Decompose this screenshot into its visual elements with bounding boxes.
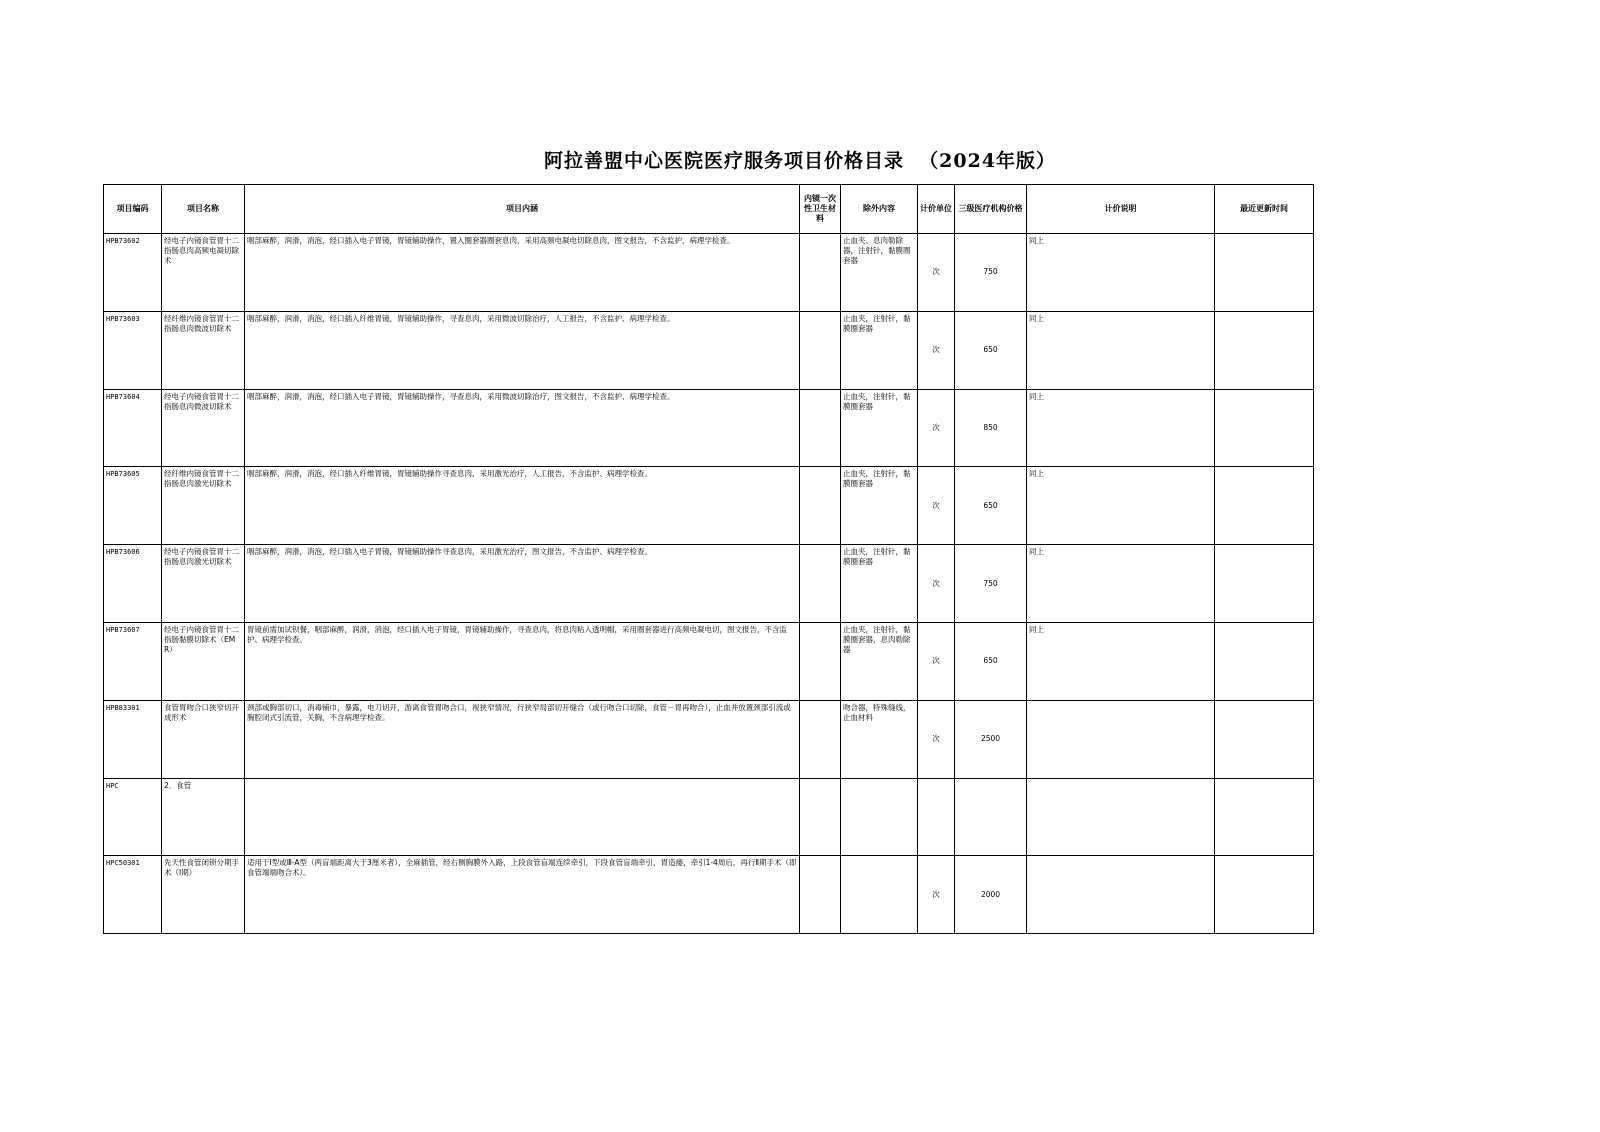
cell-note: 同上	[1027, 311, 1215, 389]
cell-updated	[1215, 778, 1314, 856]
cell-updated	[1215, 311, 1314, 389]
cell-code: HPB73607	[104, 622, 162, 700]
header-code: 项目编码	[104, 185, 162, 234]
table-row	[104, 467, 1314, 545]
cell-name: 食管胃吻合口狭窄切开成形术	[162, 700, 245, 778]
cell-unit: 次	[918, 311, 955, 389]
cell-consumable	[800, 700, 841, 778]
cell-consumable	[800, 856, 841, 934]
cell-content: 咽部麻醉，润滑，消泡，经口插入纤维胃镜，胃镜辅助操作，寻查息肉，采用微波切除治疗，人工报告，不含监护、病理学检查。	[245, 311, 800, 389]
cell-content: 适用于Ⅰ型或Ⅲ-A型（两盲端距离大于3厘米者），全麻插管，经右侧胸膜外入路，上段食管盲端连续牵引，下段食管盲端牵引，胃造瘘，牵引1-4周后，再行Ⅱ期手术（即食管端端吻合术）。	[245, 856, 800, 934]
cell-price: 850	[955, 389, 1027, 467]
cell-updated	[1215, 700, 1314, 778]
table-row	[104, 389, 1314, 467]
cell-unit	[918, 778, 955, 856]
table-row	[104, 234, 1314, 312]
cell-updated	[1215, 545, 1314, 623]
cell-note: 同上	[1027, 467, 1215, 545]
cell-content: 咽部麻醉，润滑，消泡，经口插入电子胃镜，胃镜辅助操作，寻查息肉，采用微波切除治疗，图文报告，不含监护、病理学检查。	[245, 389, 800, 467]
cell-code: HPB73605	[104, 467, 162, 545]
table-row	[104, 311, 1314, 389]
cell-content: 颈部或胸部切口，消毒铺巾，暴露，电刀切开，游离食管胃吻合口，视狭窄情况，行狭窄局部切开缝合（或行吻合口切除，食管－胃再吻合），止血并放置颈部引流或胸腔闭式引流管，关胸，不含病理学检查。	[245, 700, 800, 778]
header-name: 项目名称	[162, 185, 245, 234]
cell-content: 咽部麻醉，润滑，消泡，经口插入电子胃镜，胃镜辅助操作寻查息肉，采用激光治疗，图文报告，不含监护、病理学检查。	[245, 545, 800, 623]
cell-consumable	[800, 545, 841, 623]
header-updated: 最近更新时间	[1215, 185, 1314, 234]
cell-updated	[1215, 467, 1314, 545]
table-row	[104, 700, 1314, 778]
cell-consumable	[800, 389, 841, 467]
cell-code: HPB73606	[104, 545, 162, 623]
cell-exclusion: 吻合器，特殊缝线，止血材料	[841, 700, 918, 778]
cell-code: HPB73602	[104, 234, 162, 312]
cell-updated	[1215, 856, 1314, 934]
cell-unit: 次	[918, 856, 955, 934]
cell-price: 750	[955, 545, 1027, 623]
cell-name: 经电子内镜食管胃十二指肠息肉微波切除术	[162, 389, 245, 467]
cell-price: 650	[955, 467, 1027, 545]
cell-price: 2500	[955, 700, 1027, 778]
header-consumable: 内镜一次性卫生材料	[800, 185, 841, 234]
cell-code: HPC50301	[104, 856, 162, 934]
cell-exclusion: 止血夹，注射针，黏膜圈套器	[841, 311, 918, 389]
cell-name: 经电子内镜食管胃十二指肠黏膜切除术（EMR）	[162, 622, 245, 700]
cell-unit: 次	[918, 234, 955, 312]
cell-name: 先天性食管闭锁分期手术（I期）	[162, 856, 245, 934]
cell-note	[1027, 778, 1215, 856]
cell-exclusion: 止血夹，注射针，黏膜圈套器	[841, 467, 918, 545]
cell-name: 2．食管	[162, 778, 245, 856]
cell-consumable	[800, 622, 841, 700]
cell-unit: 次	[918, 389, 955, 467]
cell-exclusion: 止血夹，注射针，黏膜圈套器，息肉勒除器	[841, 622, 918, 700]
cell-note: 同上	[1027, 622, 1215, 700]
cell-code: HPB73604	[104, 389, 162, 467]
price-table	[103, 184, 1314, 934]
cell-consumable	[800, 778, 841, 856]
cell-unit: 次	[918, 545, 955, 623]
header-note: 计价说明	[1027, 185, 1215, 234]
cell-exclusion: 止血夹、息肉勒除器，注射针，黏膜圈套器	[841, 234, 918, 312]
cell-note: 同上	[1027, 234, 1215, 312]
cell-code: HPB73603	[104, 311, 162, 389]
cell-note	[1027, 700, 1215, 778]
header-exclusion: 除外内容	[841, 185, 918, 234]
table-row	[104, 778, 1314, 856]
cell-unit: 次	[918, 700, 955, 778]
cell-code: HPC	[104, 778, 162, 856]
table-row	[104, 622, 1314, 700]
cell-note	[1027, 856, 1215, 934]
cell-exclusion	[841, 856, 918, 934]
cell-content: 胃镜前需加试钡餐，咽部麻醉，润滑，消泡，经口插入电子胃镜，胃镜辅助操作，寻查息肉，将息肉粘入透明帽，采用圈套器进行高频电凝电切，图文报告，不含监护、病理学检查。	[245, 622, 800, 700]
header-unit: 计价单位	[918, 185, 955, 234]
cell-price	[955, 778, 1027, 856]
cell-exclusion: 止血夹，注射针，黏膜圈套器	[841, 389, 918, 467]
cell-updated	[1215, 234, 1314, 312]
cell-price: 2000	[955, 856, 1027, 934]
cell-content: 咽部麻醉，润滑，消泡，经口插入电子胃镜，胃镜辅助操作，置入圈套器圈套息肉，采用高频电凝电切除息肉，图文报告，不含监护、病理学检查。	[245, 234, 800, 312]
cell-price: 650	[955, 622, 1027, 700]
cell-updated	[1215, 622, 1314, 700]
cell-unit: 次	[918, 622, 955, 700]
table-header-row	[104, 185, 1314, 234]
document-title: 阿拉善盟中心医院医疗服务项目价格目录 （2024年版）	[543, 150, 1057, 172]
header-content: 项目内涵	[245, 185, 800, 234]
header-price: 三级医疗机构价格	[955, 185, 1027, 234]
cell-exclusion: 止血夹，注射针，黏膜圈套器	[841, 545, 918, 623]
cell-updated	[1215, 389, 1314, 467]
cell-exclusion	[841, 778, 918, 856]
cell-consumable	[800, 467, 841, 545]
cell-note: 同上	[1027, 389, 1215, 467]
table-row	[104, 545, 1314, 623]
cell-price: 750	[955, 234, 1027, 312]
cell-consumable	[800, 311, 841, 389]
cell-content	[245, 778, 800, 856]
cell-unit: 次	[918, 467, 955, 545]
cell-name: 经电子内镜食管胃十二指肠息肉激光切除术	[162, 545, 245, 623]
cell-name: 经纤维内镜食管胃十二指肠息肉激光切除术	[162, 467, 245, 545]
cell-name: 经纤维内镜食管胃十二指肠息肉微波切除术	[162, 311, 245, 389]
cell-consumable	[800, 234, 841, 312]
cell-price: 650	[955, 311, 1027, 389]
cell-note: 同上	[1027, 545, 1215, 623]
cell-name: 经电子内镜食管胃十二指肠息肉高频电凝切除术	[162, 234, 245, 312]
cell-code: HPB83301	[104, 700, 162, 778]
table-row	[104, 856, 1314, 934]
cell-content: 咽部麻醉，润滑，消泡，经口插入纤维胃镜，胃镜辅助操作寻查息肉，采用激光治疗，人工报告，不含监护、病理学检查。	[245, 467, 800, 545]
